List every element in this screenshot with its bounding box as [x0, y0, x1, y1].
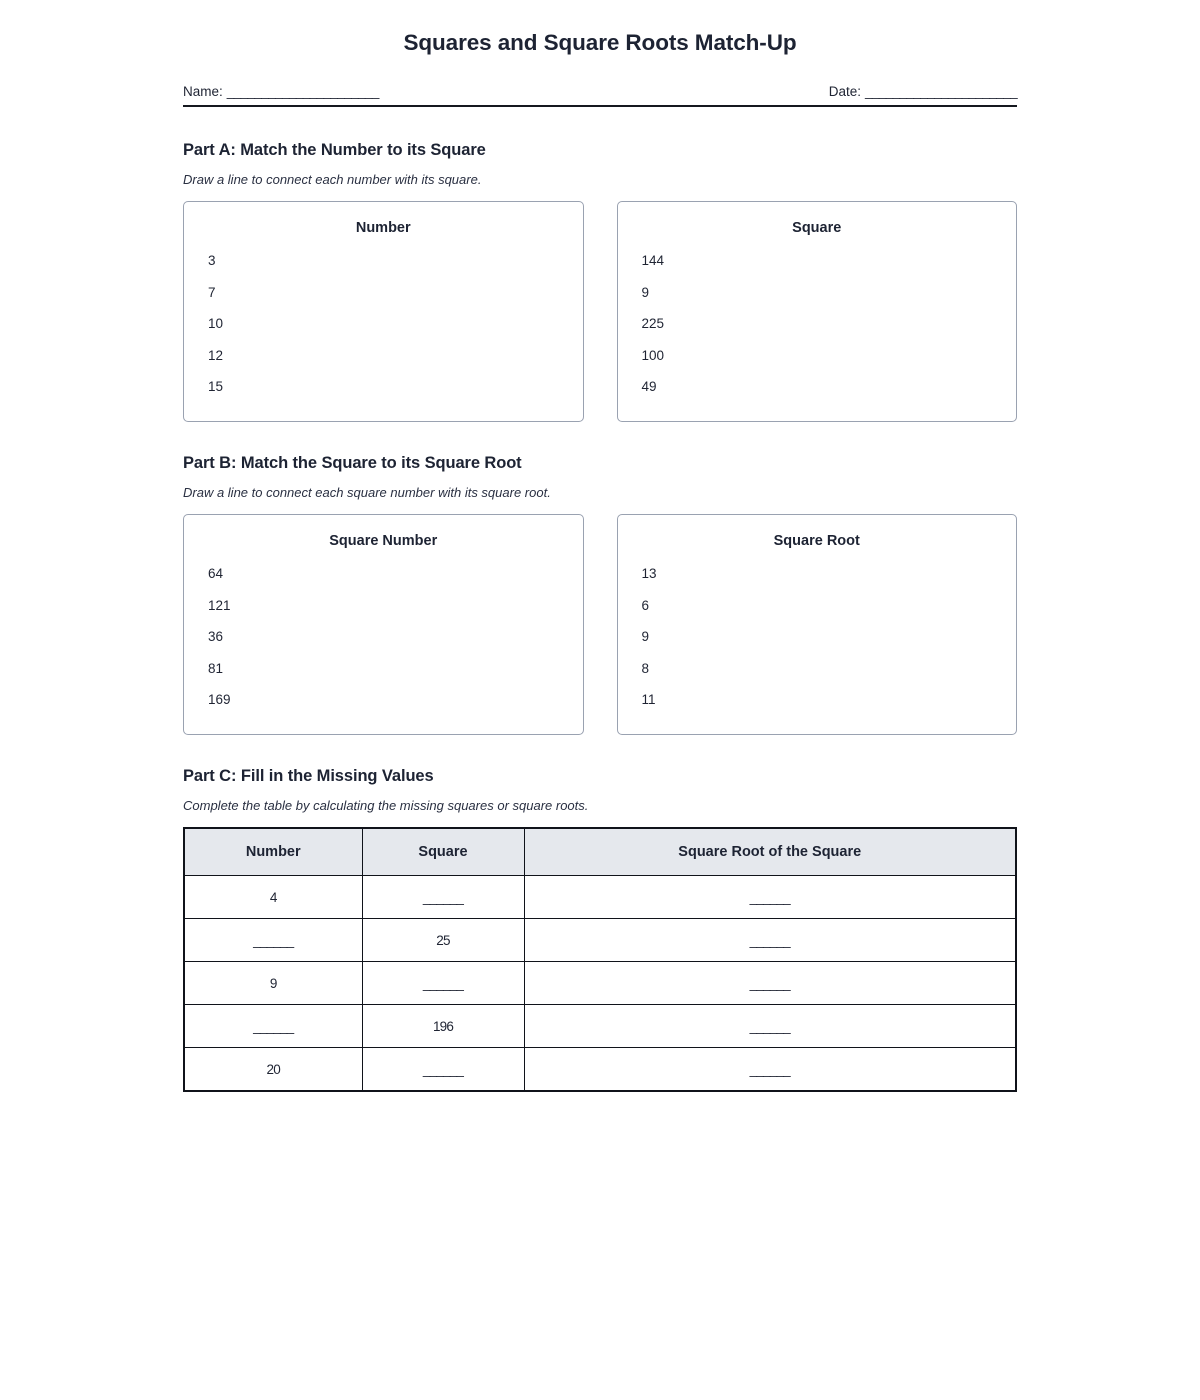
name-blank-line[interactable]: ______________________: [226, 84, 379, 99]
part-b-left-list: [208, 567, 559, 707]
list-item[interactable]: 12: [208, 347, 224, 363]
table-row: [184, 1048, 1016, 1092]
cell-number[interactable]: [184, 876, 362, 919]
list-item[interactable]: 36: [208, 629, 224, 644]
list-item[interactable]: 7: [208, 284, 216, 300]
cell-square-root[interactable]: [524, 876, 1016, 919]
cell-value: 25: [436, 932, 450, 948]
list-item[interactable]: 81: [208, 660, 224, 676]
table-header-row: [184, 828, 1016, 876]
part-a-right-list: [642, 254, 993, 394]
part-b-heading: Part B: Match the Square to its Square Root: [183, 454, 522, 472]
list-item[interactable]: 13: [641, 566, 657, 581]
missing-values-table: [183, 827, 1017, 1092]
table-row: [184, 962, 1016, 1005]
section-part-b: [183, 454, 1017, 735]
table-header-number: Number: [184, 828, 362, 876]
list-item[interactable]: 144: [641, 253, 665, 268]
cell-square-root[interactable]: [524, 1005, 1016, 1048]
part-b-right-box: [617, 514, 1018, 735]
part-b-match-row: [183, 514, 1017, 735]
cell-value: 4: [269, 889, 277, 905]
part-a-instructions: Draw a line to connect each number with its square.: [183, 172, 482, 187]
list-item[interactable]: 10: [208, 316, 224, 331]
list-item[interactable]: 9: [641, 284, 650, 300]
list-item[interactable]: 9: [641, 629, 650, 644]
cell-value: ______: [749, 975, 790, 991]
cell-number[interactable]: [184, 1005, 362, 1048]
part-b-right-list: [642, 567, 993, 707]
list-item[interactable]: 6: [641, 597, 650, 613]
list-item[interactable]: 225: [641, 316, 665, 331]
cell-value: ______: [253, 932, 294, 948]
table-row: [184, 876, 1016, 919]
date-blank-line[interactable]: ______________________: [865, 84, 1017, 99]
section-part-a: [183, 141, 1017, 422]
cell-number[interactable]: [184, 962, 362, 1005]
cell-square[interactable]: [362, 962, 524, 1005]
part-a-left-box-title: Number: [355, 220, 411, 236]
cell-value: ______: [422, 1061, 464, 1077]
cell-number[interactable]: [184, 919, 362, 962]
part-b-left-box-title: Square Number: [329, 533, 438, 549]
cell-value: ______: [749, 932, 790, 948]
list-item[interactable]: 3: [208, 253, 216, 268]
cell-square[interactable]: [362, 1048, 524, 1092]
cell-value: ______: [422, 889, 464, 905]
cell-square-root[interactable]: [524, 919, 1016, 962]
date-label: Date:: [828, 84, 862, 99]
cell-value: ______: [253, 1018, 294, 1034]
part-a-right-box-title: Square: [792, 220, 842, 236]
cell-value: ______: [422, 975, 464, 991]
cell-square[interactable]: [362, 919, 524, 962]
table-row: [184, 1005, 1016, 1048]
list-item[interactable]: 15: [208, 379, 224, 394]
name-label: Name:: [183, 84, 223, 99]
part-c-heading: Part C: Fill in the Missing Values: [183, 767, 434, 785]
part-c-instructions: Complete the table by calculating the missing squares or square roots.: [183, 798, 589, 813]
part-b-instructions: Draw a line to connect each square number with its square root.: [183, 485, 551, 500]
table-row: [184, 919, 1016, 962]
cell-square-root[interactable]: [524, 962, 1016, 1005]
part-a-heading: Part A: Match the Number to its Square: [183, 141, 486, 159]
cell-square[interactable]: [362, 876, 524, 919]
date-field[interactable]: [829, 84, 1017, 99]
name-field[interactable]: [183, 84, 379, 99]
part-b-right-box-title: Square Root: [773, 533, 860, 549]
cell-value: ______: [749, 1018, 790, 1034]
cell-number[interactable]: [184, 1048, 362, 1092]
cell-value: ______: [749, 889, 790, 905]
worksheet-content: [183, 0, 1017, 1092]
page-title: Squares and Square Roots Match-Up: [403, 30, 797, 55]
table-header-square-root: Square Root of the Square: [524, 828, 1016, 876]
cell-square-root[interactable]: [524, 1048, 1016, 1092]
part-b-left-box: [183, 514, 584, 735]
part-a-left-box: [183, 201, 584, 422]
table-header-square: Square: [362, 828, 524, 876]
list-item[interactable]: 100: [641, 347, 665, 363]
part-a-right-box: [617, 201, 1018, 422]
cell-value: 196: [432, 1018, 454, 1034]
cell-square[interactable]: [362, 1005, 524, 1048]
list-item[interactable]: 64: [208, 566, 224, 581]
list-item[interactable]: 121: [208, 597, 231, 613]
section-part-c: [183, 767, 1017, 1092]
cell-value: ______: [749, 1061, 790, 1077]
cell-value: 9: [269, 975, 277, 991]
list-item[interactable]: 8: [641, 660, 650, 676]
part-a-left-list: [208, 254, 559, 394]
part-a-match-row: [183, 201, 1017, 422]
student-info-row: [183, 84, 1017, 107]
cell-value: 20: [266, 1061, 280, 1077]
list-item[interactable]: 11: [641, 692, 656, 707]
list-item[interactable]: 169: [208, 692, 231, 707]
list-item[interactable]: 49: [641, 379, 657, 394]
